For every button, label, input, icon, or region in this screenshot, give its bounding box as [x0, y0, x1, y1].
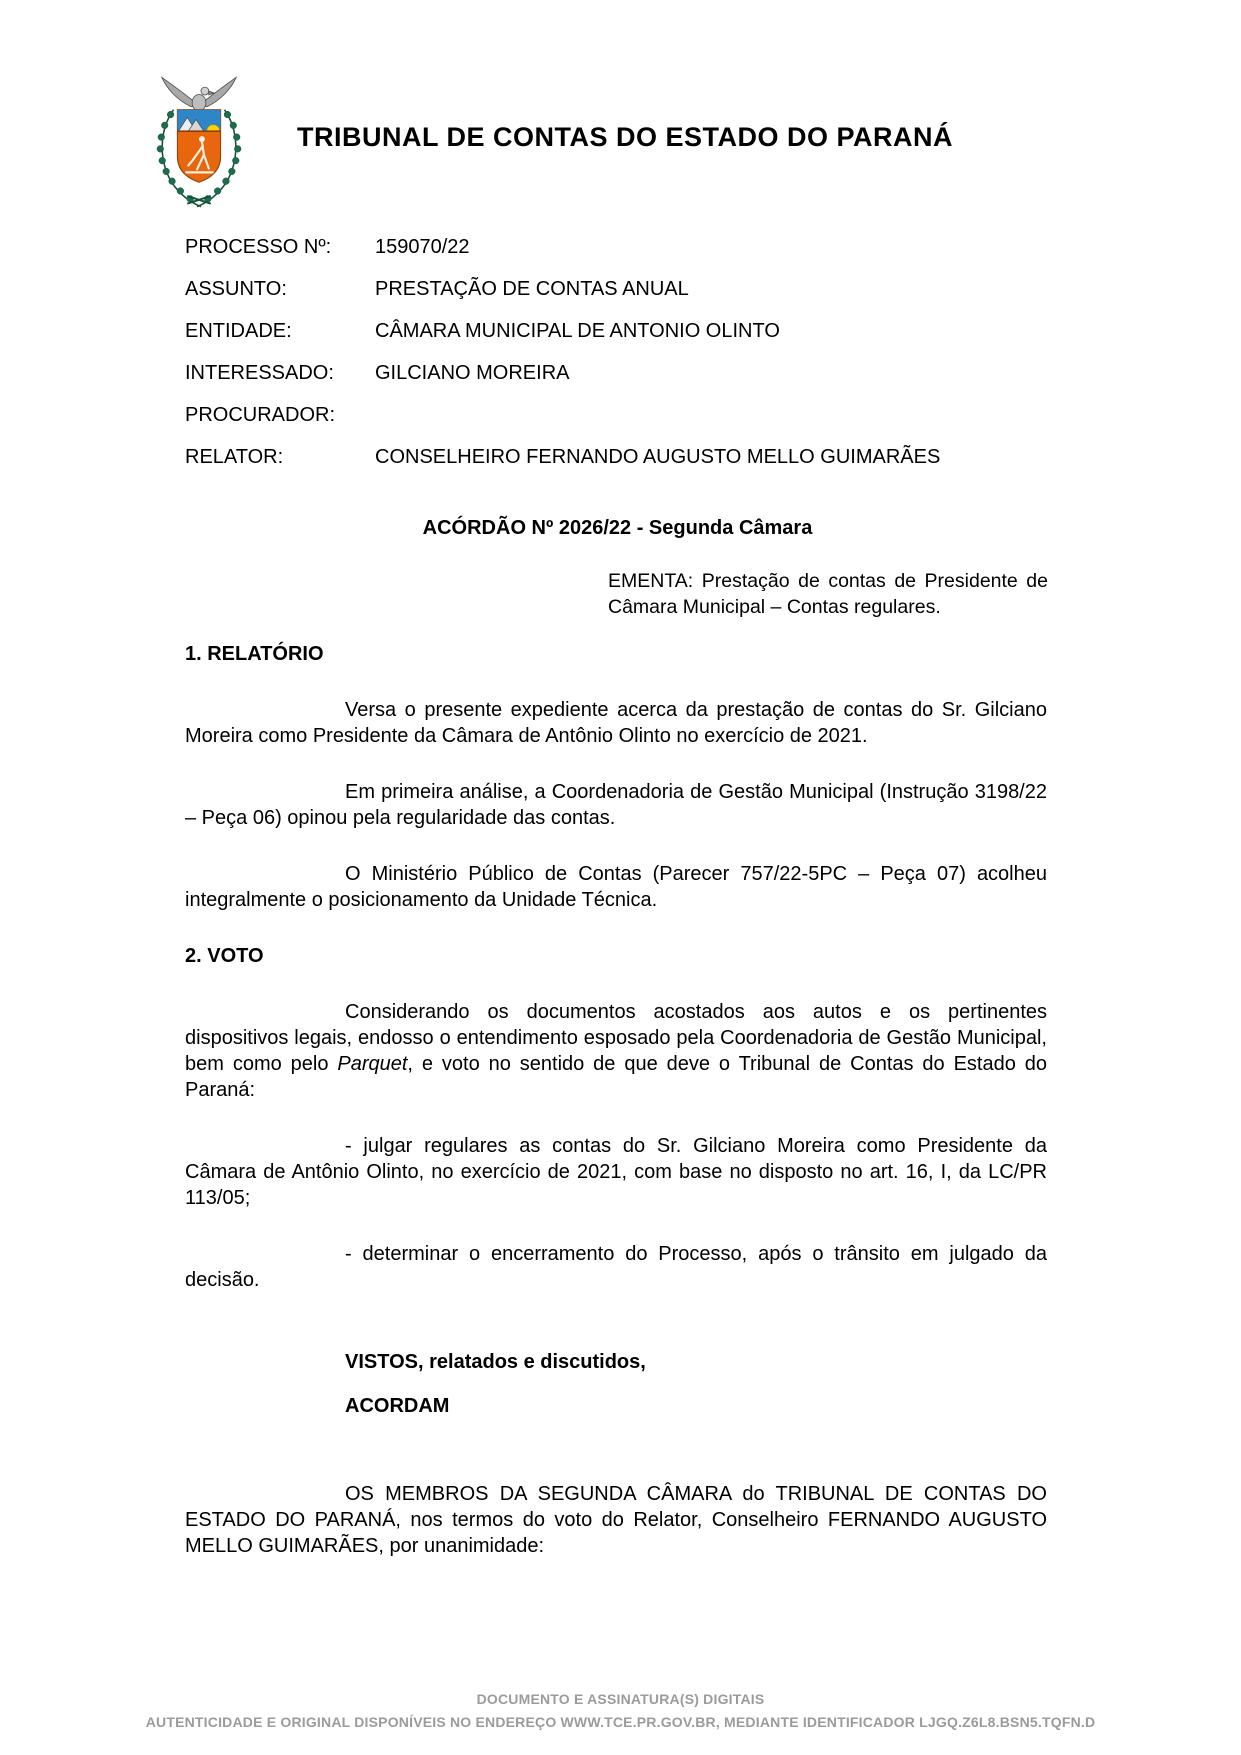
case-info-label: PROCURADOR: — [185, 404, 336, 426]
page-title: TRIBUNAL DE CONTAS DO ESTADO DO PARANÁ — [297, 122, 954, 152]
case-info-row — [185, 268, 1065, 310]
acordao-title: ACÓRDÃO Nº 2026/22 - Segunda Câmara — [422, 517, 813, 539]
acordam-line: ACORDAM — [345, 1395, 450, 1417]
relatorio-paragraph-2: Em primeira análise, a Coordenadoria de Gestão Municipal (Instrução 3198/22 – Peça 06) opinou pela regularidade das contas. — [185, 781, 1047, 829]
vistos-line: VISTOS, relatados e discutidos, — [345, 1351, 646, 1373]
relatorio-heading: 1. RELATÓRIO — [185, 643, 324, 665]
case-info-label: RELATOR: — [185, 446, 284, 468]
case-info-label: ENTIDADE: — [185, 320, 292, 342]
relatorio-paragraph-3: O Ministério Público de Contas (Parecer 757/22-5PC – Peça 07) acolheu integralmente o posicionamento da Unidade Técnica. — [185, 863, 1047, 911]
case-info-value: GILCIANO MOREIRA — [375, 362, 570, 384]
case-info-row — [185, 310, 1065, 352]
case-info-row — [185, 436, 1065, 478]
voto-item-1: - julgar regulares as contas do Sr. Gilciano Moreira como Presidente da Câmara de Antônio Olinto, no exercício de 2021, com base no disposto no art. 16, I, da LC/PR 113/05; — [185, 1135, 1047, 1209]
document-body — [185, 641, 1047, 1559]
ementa-text: EMENTA: Prestação de contas de Presidente de Câmara Municipal – Contas regulares. — [608, 570, 1048, 618]
case-info-label: PROCESSO Nº: — [185, 236, 332, 258]
parana-coat-of-arms-icon — [150, 72, 248, 212]
deliberation-paragraph: OS MEMBROS DA SEGUNDA CÂMARA do TRIBUNAL DE CONTAS DO ESTADO DO PARANÁ, nos termos do voto do Relator, Conselheiro FERNANDO AUGUSTO MELLO GUIMARÃES, por unanimidade: — [185, 1483, 1047, 1557]
footer-line1: DOCUMENTO E ASSINATURA(S) DIGITAIS — [476, 1691, 765, 1707]
tribunal-emblem — [150, 72, 248, 212]
voto-paragraph-1-before: Considerando os documentos acostados aos autos e os pertinentes dispositivos legais, endosso o entendimento esposado pela Coordenadoria de Gestão Municipal, bem como pelo — [185, 1001, 1047, 1075]
case-info-value: CONSELHEIRO FERNANDO AUGUSTO MELLO GUIMARÃES — [375, 446, 941, 468]
case-info-value — [375, 394, 1065, 436]
shield — [177, 110, 220, 183]
voto-paragraph-1-italic: Parquet — [337, 1053, 408, 1075]
relatorio-paragraph-1: Versa o presente expediente acerca da prestação de contas do Sr. Gilciano Moreira como Presidente da Câmara de Antônio Olinto no exercício de 2021. — [185, 699, 1047, 747]
case-info-value: PRESTAÇÃO DE CONTAS ANUAL — [375, 278, 689, 300]
case-info-row — [185, 226, 1065, 268]
case-info-row — [185, 352, 1065, 394]
voto-item-2: - determinar o encerramento do Processo, após o trânsito em julgado da decisão. — [185, 1243, 1047, 1291]
voto-paragraph-1 — [185, 999, 1047, 1103]
footer-line2: AUTENTICIDADE E ORIGINAL DISPONÍVEIS NO ENDEREÇO WWW.TCE.PR.GOV.BR, MEDIANTE IDENTIFICADOR LJGQ.Z6L8.BSN5.TQFN.D — [145, 1714, 1096, 1730]
case-info-table — [185, 226, 1065, 478]
eagle-crest — [162, 77, 236, 111]
voto-heading: 2. VOTO — [185, 945, 264, 967]
footer — [0, 1688, 1241, 1734]
case-info-value: CÂMARA MUNICIPAL DE ANTONIO OLINTO — [375, 320, 780, 342]
case-info-label: ASSUNTO: — [185, 278, 287, 300]
case-info-value: 159070/22 — [375, 236, 470, 258]
voto-paragraph-1-after: , e voto no sentido de que deve o Tribunal de Contas do Estado do Paraná: — [185, 1053, 1047, 1101]
case-info-label: INTERESSADO: — [185, 362, 334, 384]
case-info-row — [185, 394, 1065, 436]
